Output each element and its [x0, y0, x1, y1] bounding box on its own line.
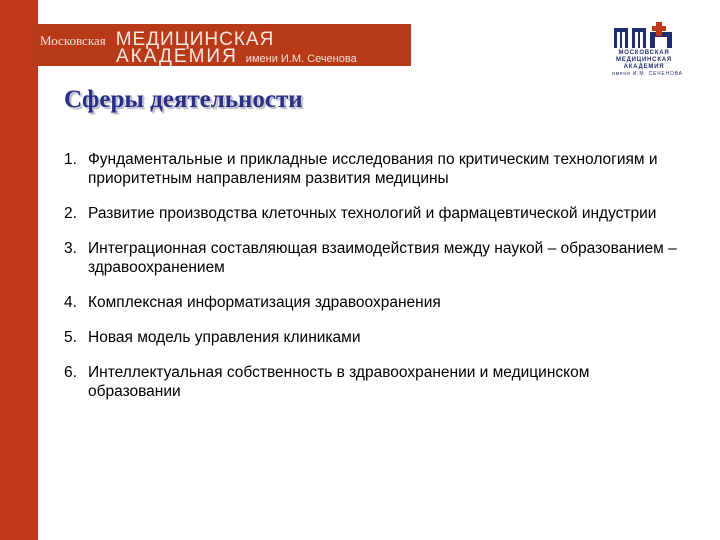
- activity-list: [64, 150, 684, 417]
- item-number: 1.: [64, 151, 77, 168]
- item-text: Интеграционная составляющая взаимодействия между наукой – образованием – здравоохранением: [88, 240, 677, 276]
- banner-small-text: Московская: [40, 33, 106, 48]
- list-item: [64, 293, 684, 312]
- item-number: 5.: [64, 329, 77, 346]
- logo-caption: [612, 50, 683, 78]
- logo-caption-line1: МОСКОВСКАЯ: [618, 50, 670, 56]
- banner-line2: АКАДЕМИЯ: [116, 46, 238, 67]
- list-item: [64, 328, 684, 347]
- item-text: Комплексная информатизация здравоохранения: [88, 294, 441, 311]
- item-number: 2.: [64, 205, 77, 222]
- logo-caption-line2: МЕДИЦИНСКАЯ: [615, 57, 673, 63]
- list-item: [64, 150, 684, 188]
- banner-subtitle: имени И.М. Сеченова: [245, 53, 357, 65]
- list-item: [64, 239, 684, 277]
- item-text: Фундаментальные и прикладные исследования по критическим технологиям и приоритетным направлениям развития медицины: [88, 151, 658, 187]
- item-number: 4.: [64, 294, 77, 311]
- item-number: 3.: [64, 240, 77, 257]
- list-item: [64, 204, 684, 223]
- logo-caption-line3: АКАДЕМИЯ: [623, 64, 665, 70]
- item-number: 6.: [64, 364, 77, 381]
- item-text: Интеллектуальная собственность в здравоохранении и медицинском образовании: [88, 364, 590, 400]
- academy-banner: [32, 24, 411, 66]
- logo-caption-line4: имени И.М. СЕЧЕНОВА: [612, 71, 683, 77]
- item-text: Новая модель управления клиниками: [88, 329, 361, 346]
- page-title: Сферы деятельности: [64, 86, 303, 113]
- left-accent-bar: [0, 0, 38, 540]
- item-text: Развитие производства клеточных технологий и фармацевтической индустрии: [88, 205, 657, 222]
- banner-line1: МЕДИЦИНСКАЯ: [115, 29, 275, 50]
- list-item: [64, 363, 684, 401]
